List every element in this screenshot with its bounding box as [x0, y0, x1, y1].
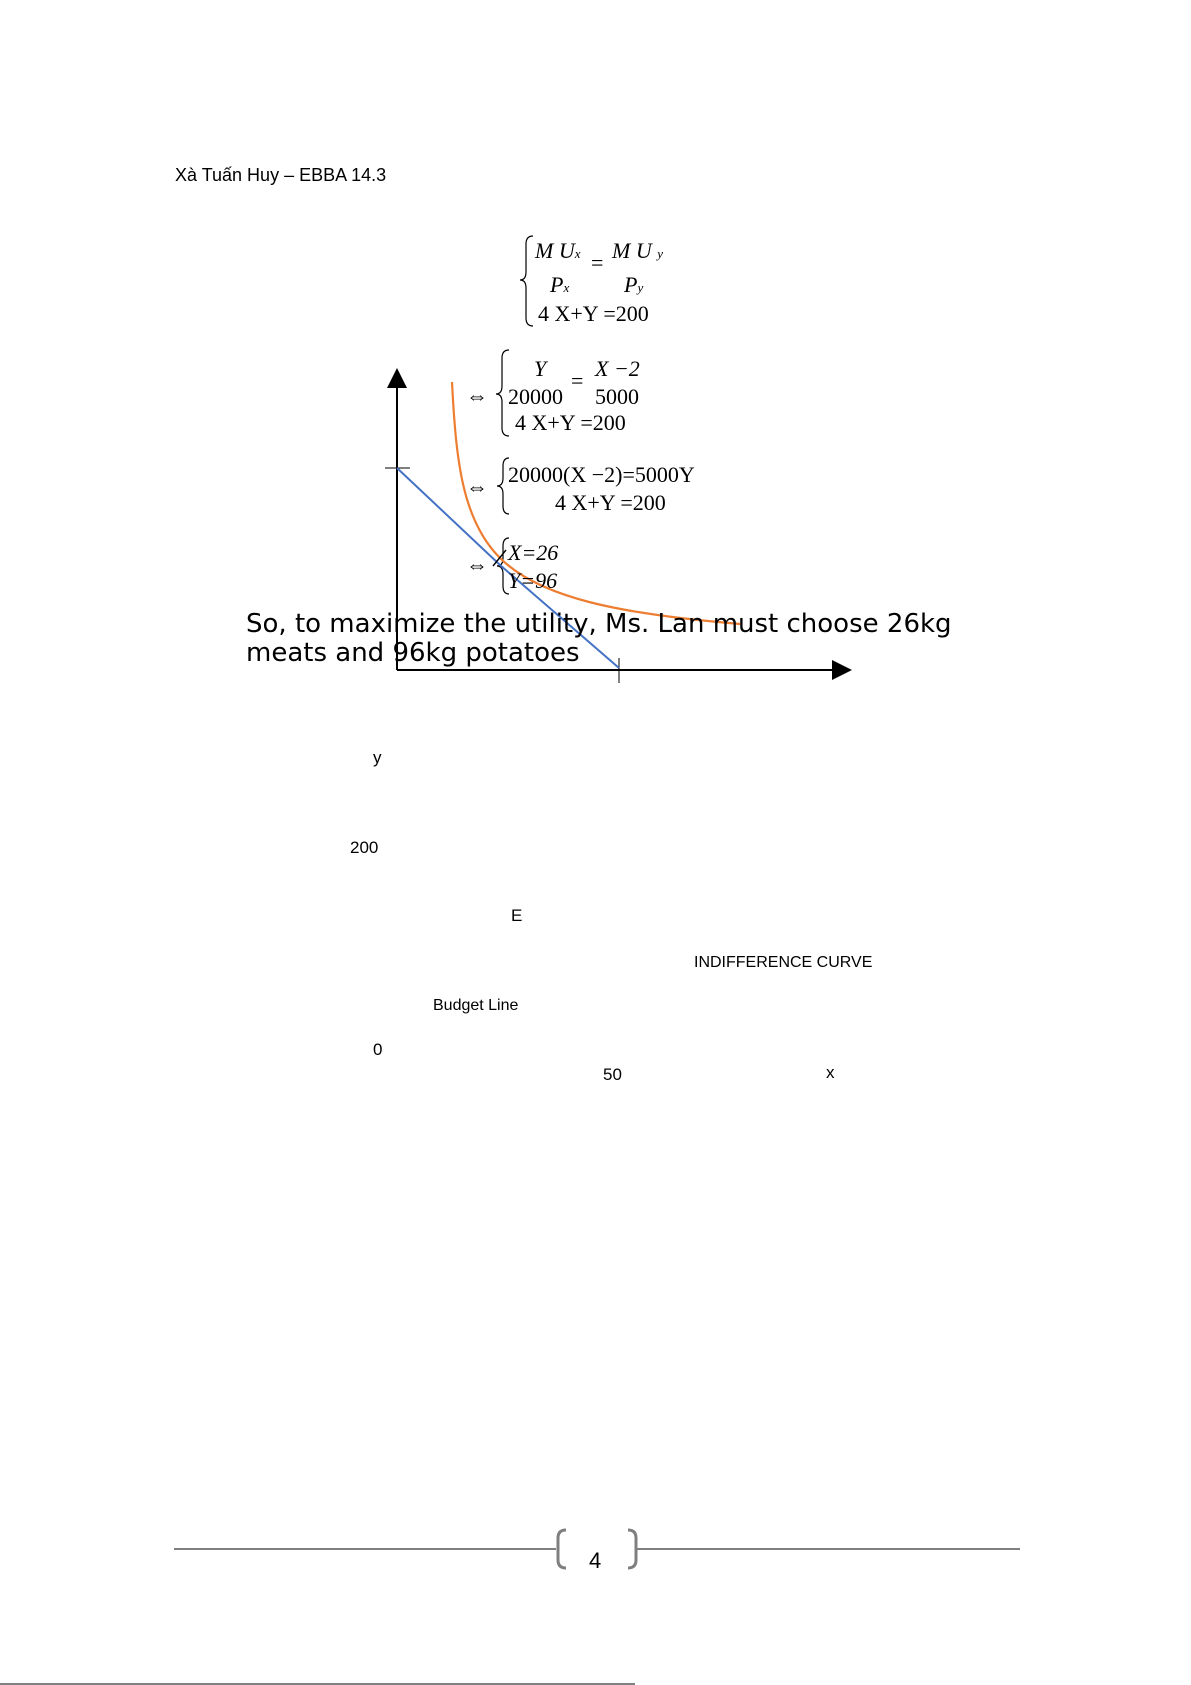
sys2-num1: Y	[534, 356, 547, 381]
sys2-budget-eq: 4 X+Y =200	[515, 410, 626, 435]
footer-bracket-left	[558, 1530, 566, 1568]
sys3-eq2: 4 X+Y =200	[555, 490, 666, 515]
indifference-curve-label: INDIFFERENCE CURVE	[694, 954, 873, 971]
sys1-muy: M U y	[612, 238, 663, 263]
page-header: Xà Tuấn Huy – EBBA 14.3	[175, 165, 387, 185]
footer-bracket-right	[628, 1530, 636, 1568]
sys2-equiv-arrow: ⇔	[466, 383, 488, 408]
conclusion-text: So, to maximize the utility, Ms. Lan must choose 26kg meats and 96kg potatoes	[246, 609, 952, 668]
origin-label: 0	[373, 1040, 383, 1059]
y-intercept-label: 200	[350, 838, 379, 857]
sys1-mux: M Ux	[535, 238, 581, 263]
sys4-eq2: Y=96	[508, 568, 558, 593]
sys1-py: Py	[624, 272, 644, 297]
sys2-den2: 5000	[595, 384, 639, 409]
budget-line-label: Budget Line	[433, 997, 519, 1014]
sys1-budget-eq: 4 X+Y =200	[538, 301, 649, 326]
sys1-equals: =	[591, 250, 604, 275]
x-intercept-label: 50	[603, 1065, 622, 1084]
sys4-equiv-arrow: ⇔	[466, 552, 488, 577]
sys2-num2: X −2	[595, 356, 640, 381]
sys3-equiv-arrow: ⇔	[466, 474, 488, 499]
sys2-den1: 20000	[508, 384, 563, 409]
x-axis-label: x	[826, 1063, 835, 1082]
sys3-eq1: 20000(X −2)=5000Y	[508, 462, 695, 487]
sys4-eq1: X=26	[508, 540, 559, 565]
sys2-equals: =	[571, 368, 584, 393]
equilibrium-label: E	[511, 906, 523, 925]
page-number: 4	[589, 1548, 602, 1573]
brace-sys1	[520, 236, 533, 326]
y-axis-label: y	[373, 748, 382, 767]
sys1-px: Px	[550, 272, 570, 297]
